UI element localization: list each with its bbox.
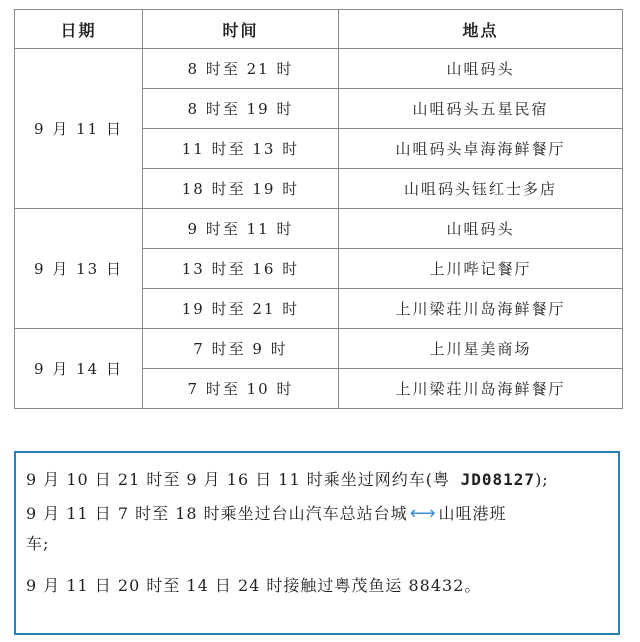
- time-cell: 19 时至 21 时: [143, 289, 339, 329]
- place-cell: 山咀码头钰红士多店: [339, 169, 623, 209]
- time-cell: 7 时至 9 时: [143, 329, 339, 369]
- table-row: [15, 49, 623, 89]
- header-place: 地点: [339, 10, 623, 49]
- date-cell: 9 月 14 日: [15, 329, 143, 409]
- time-cell: 8 时至 19 时: [143, 89, 339, 129]
- time-cell: 13 时至 16 时: [143, 249, 339, 289]
- note-line-bus-cont: 车;: [26, 534, 50, 553]
- place-cell: 山咀码头卓海海鲜餐厅: [339, 129, 623, 169]
- table-row: [15, 209, 623, 249]
- table-row: [15, 329, 623, 369]
- place-cell: 上川梁荘川岛海鲜餐厅: [339, 289, 623, 329]
- double-arrow-icon: ⟷: [409, 503, 437, 524]
- place-cell: 上川哔记餐厅: [339, 249, 623, 289]
- place-cell: 上川梁荘川岛海鲜餐厅: [339, 369, 623, 409]
- place-cell: 山咀码头: [339, 209, 623, 249]
- note-line-bus: [26, 499, 618, 529]
- date-cell: 9 月 11 日: [15, 49, 143, 209]
- time-cell: 7 时至 10 时: [143, 369, 339, 409]
- note-line-fishing-boat: 9 月 11 日 20 时至 14 日 24 时接触过粤茂鱼运 88432。: [26, 576, 482, 595]
- note-text: 9 月 11 日 7 时至 18 时乘坐过台山汽车总站台城: [26, 504, 408, 523]
- license-plate: JD08127: [450, 470, 536, 489]
- header-row: [15, 10, 623, 49]
- time-cell: 11 时至 13 时: [143, 129, 339, 169]
- header-date: 日期: [15, 10, 143, 49]
- time-cell: 9 时至 11 时: [143, 209, 339, 249]
- schedule-table: [14, 9, 623, 409]
- place-cell: 山咀码头五星民宿: [339, 89, 623, 129]
- header-time: 时间: [143, 10, 339, 49]
- note-line-ride-hailing: [26, 461, 618, 499]
- travel-notes-box: [14, 451, 620, 635]
- note-text: );: [535, 470, 549, 489]
- time-cell: 8 时至 21 时: [143, 49, 339, 89]
- note-text: 9 月 10 日 21 时至 9 月 16 日 11 时乘坐过网约车(粤: [26, 470, 450, 489]
- time-cell: 18 时至 19 时: [143, 169, 339, 209]
- place-cell: 山咀码头: [339, 49, 623, 89]
- date-cell: 9 月 13 日: [15, 209, 143, 329]
- note-text: 山咀港班: [438, 504, 507, 523]
- place-cell: 上川星美商场: [339, 329, 623, 369]
